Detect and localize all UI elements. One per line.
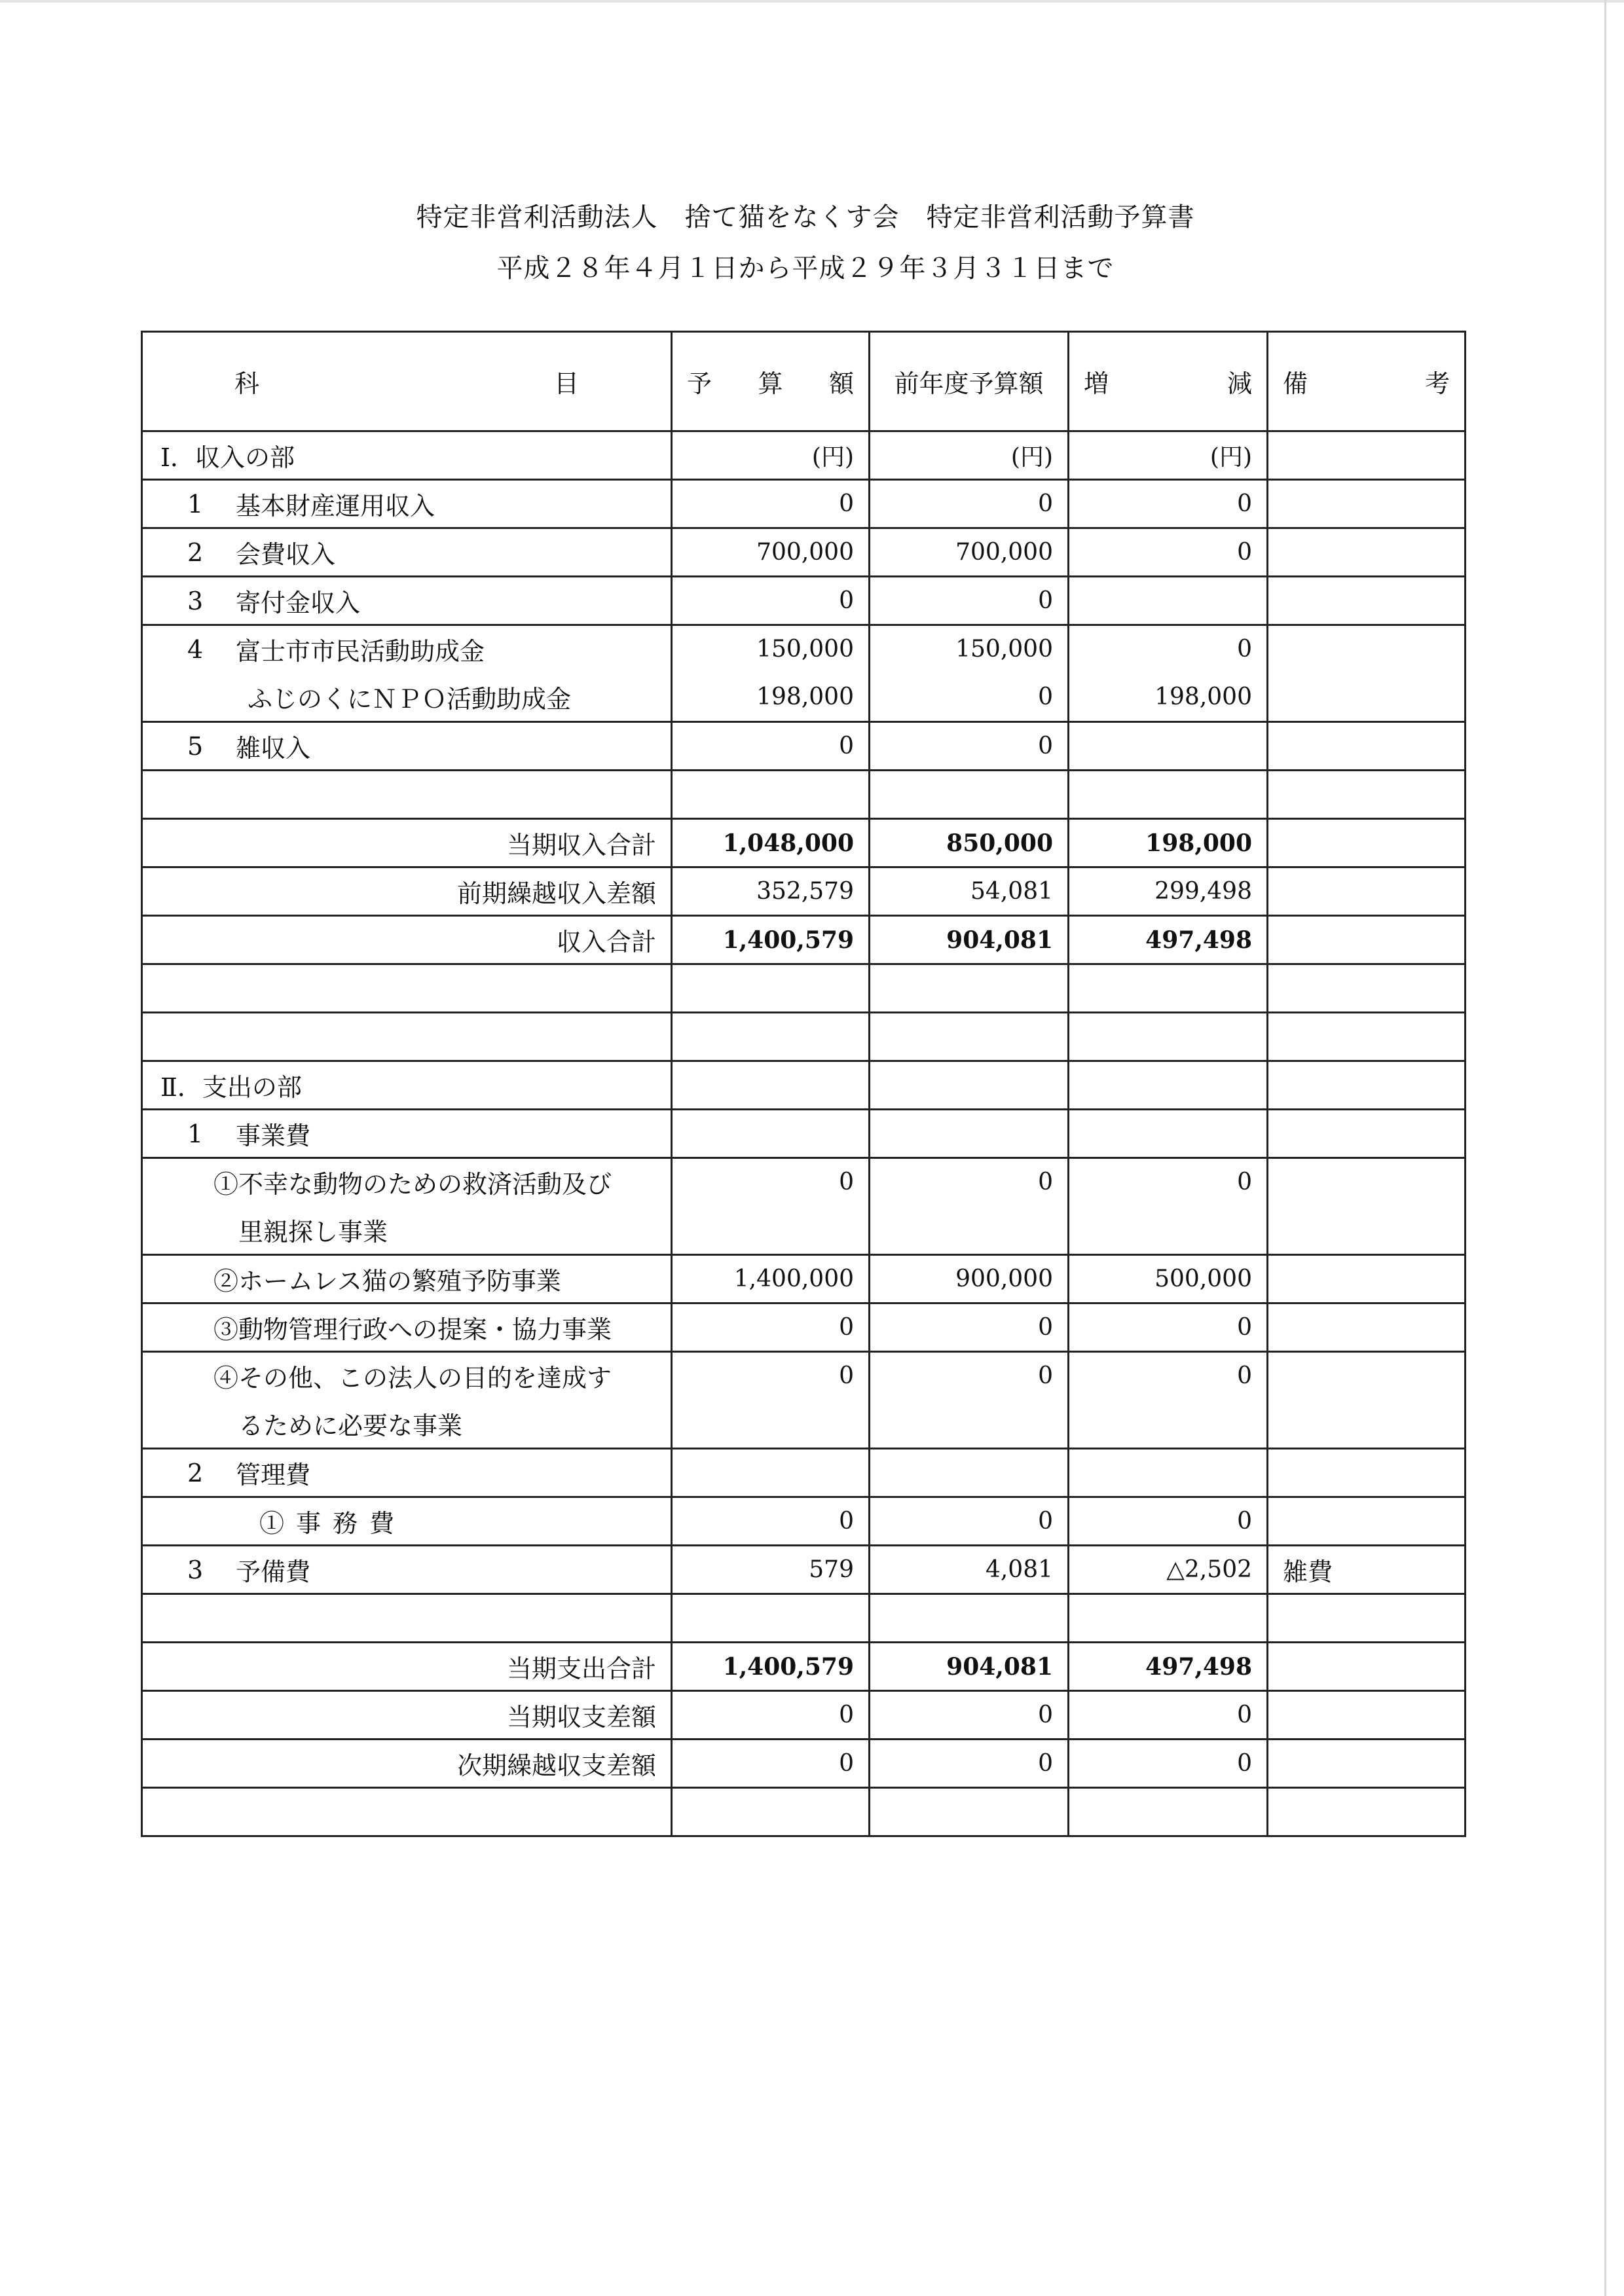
document-title: 特定非営利活動法人 捨て猫をなくす会 特定非営利活動予算書 [416,202,1195,232]
note-cell [1266,1254,1464,1302]
subject-label [143,1697,671,1733]
scan-right-edge [1604,0,1606,2296]
prev-amount: 0 [868,721,1067,769]
item-label: 前期繰越収入差額 [456,879,656,908]
table-row [141,430,1464,479]
diff-amount [1067,769,1266,818]
budget-amount: 150,000 [671,624,868,672]
note-cell [1266,1157,1464,1205]
subject-cell [141,1060,671,1108]
table-row [141,672,1464,721]
item-label: ③動物管理行政への提案・協力事業 [213,1315,612,1344]
budget-amount: 700,000 [671,527,868,575]
table-row [141,1205,1464,1254]
subject-label [143,1116,671,1152]
diff-amount: 500,000 [1067,1254,1266,1302]
item-label: 予備費 [236,1558,311,1586]
budget-amount: 0 [671,1302,868,1351]
blank-row [141,769,1464,818]
prev-amount: 0 [868,1496,1067,1544]
budget-amount: (円) [671,430,868,479]
note-cell [1266,963,1464,1011]
table-row [141,1108,1464,1157]
subject-cell [141,818,671,866]
header-text: 備 [1283,369,1308,398]
prev-amount [868,1108,1067,1157]
subject-cell [141,1448,671,1496]
header-budget [671,331,868,430]
subject-cell [141,430,671,479]
item-label: ①不幸な動物のための救済活動及び [213,1170,612,1199]
subject-cell [141,1738,671,1787]
budget-amount [671,1108,868,1157]
header-diff [1067,331,1266,430]
table-row [141,915,1464,963]
prev-amount: 150,000 [868,624,1067,672]
note-cell [1266,1593,1464,1641]
header-text: 科 [234,369,260,398]
item-number: 5 [187,731,204,761]
item-label: 収入合計 [556,928,656,957]
subject-label [143,1164,671,1200]
diff-amount [1067,1011,1266,1060]
budget-amount: 0 [671,1690,868,1738]
table-row [141,479,1464,527]
note-cell [1266,1205,1464,1254]
note-cell [1266,818,1464,866]
header-text: 減 [1227,369,1252,398]
item-label: ④その他、この法人の目的を達成す [213,1364,612,1393]
prev-amount [868,769,1067,818]
diff-amount: 198,000 [1067,672,1266,721]
note-cell [1266,1690,1464,1738]
diff-amount: 0 [1067,1690,1266,1738]
item-label: 当期収入合計 [506,831,656,860]
item-label: 会費収入 [236,540,336,569]
diff-amount: 0 [1067,1351,1266,1399]
prev-amount: 0 [868,575,1067,624]
diff-amount: 198,000 [1067,818,1266,866]
subject-cell [141,479,671,527]
subject-label [143,922,671,958]
note-cell [1266,1448,1464,1496]
item-label: 当期収支差額 [506,1703,656,1732]
budget-amount [671,1593,868,1641]
subject-cell [141,915,671,963]
note-cell [1266,672,1464,721]
subject-cell [141,1787,671,1835]
subject-cell [141,1302,671,1351]
subject-cell [141,624,671,672]
diff-amount: 0 [1067,1496,1266,1544]
subject-cell [141,1011,671,1060]
prev-amount: (円) [868,430,1067,479]
diff-amount: (円) [1067,430,1266,479]
budget-amount: 0 [671,1157,868,1205]
note-cell [1266,1787,1464,1835]
prev-amount: 850,000 [868,818,1067,866]
item-label: 事業費 [236,1121,311,1150]
item-label: ①事務費 [259,1509,407,1538]
diff-amount [1067,1787,1266,1835]
budget-amount [671,1399,868,1448]
prev-amount: 700,000 [868,527,1067,575]
prev-amount [868,1011,1067,1060]
subject-label [143,534,671,570]
budget-amount: 352,579 [671,866,868,915]
budget-amount [671,963,868,1011]
diff-amount: 0 [1067,479,1266,527]
blank-row [141,1787,1464,1835]
note-cell [1266,430,1464,479]
diff-amount: 497,498 [1067,1641,1266,1690]
subject-cell [141,1690,671,1738]
subject-cell [141,1205,671,1254]
diff-amount: 0 [1067,624,1266,672]
prev-amount: 0 [868,1351,1067,1399]
diff-amount: 497,498 [1067,915,1266,963]
table-row [141,575,1464,624]
table-row [141,527,1464,575]
prev-amount: 54,081 [868,866,1067,915]
table-row [141,1690,1464,1738]
subject-label [143,679,671,715]
header-text: 前年度予算額 [894,369,1044,398]
table-row [141,1254,1464,1302]
subject-cell [141,866,671,915]
note-cell: 雑費 [1266,1544,1464,1593]
budget-amount [671,1205,868,1254]
prev-amount: 0 [868,1302,1067,1351]
table-row [141,1351,1464,1399]
note-cell [1266,915,1464,963]
subject-cell [141,575,671,624]
item-number: 2 [187,1458,204,1487]
table-row [141,1448,1464,1496]
diff-amount [1067,963,1266,1011]
prev-amount [868,1205,1067,1254]
diff-amount [1067,1108,1266,1157]
subject-label [143,1358,671,1394]
subject-label [143,825,671,861]
note-cell [1266,1108,1464,1157]
budget-amount [671,1011,868,1060]
table-row [141,1738,1464,1787]
subject-label [143,486,671,522]
header-subject [141,331,671,430]
prev-amount: 900,000 [868,1254,1067,1302]
subject-label [143,1552,671,1588]
subject-cell [141,527,671,575]
subject-cell [141,1254,671,1302]
item-label: るために必要な事業 [238,1411,463,1440]
budget-amount [671,1787,868,1835]
prev-amount [868,1399,1067,1448]
table-row [141,721,1464,769]
item-label: 雑収入 [236,734,311,763]
budget-amount: 579 [671,1544,868,1593]
table-header-row [141,331,1464,430]
header-text: 額 [828,369,854,398]
budget-amount: 0 [671,479,868,527]
note-cell [1266,1060,1464,1108]
budget-amount: 0 [671,721,868,769]
item-label: ふじのくにＮＰＯ活動助成金 [248,684,572,714]
prev-amount: 0 [868,479,1067,527]
note-cell [1266,866,1464,915]
prev-amount: 904,081 [868,915,1067,963]
budget-table [141,331,1466,1837]
note-cell [1266,769,1464,818]
table-row [141,1060,1464,1108]
table-row [141,1157,1464,1205]
diff-amount [1067,1060,1266,1108]
item-number: 1 [187,489,204,519]
item-label: ②ホームレス猫の繁殖予防事業 [213,1267,561,1296]
subject-label [143,728,671,764]
subject-label [143,1067,671,1103]
note-cell [1266,575,1464,624]
item-number: 3 [187,586,204,615]
budget-amount: 1,400,000 [671,1254,868,1302]
prev-amount [868,963,1067,1011]
note-cell [1266,1641,1464,1690]
header-note [1266,331,1464,430]
note-cell [1266,721,1464,769]
item-label: Ⅰ．収入の部 [160,443,295,472]
budget-amount: 0 [671,1351,868,1399]
prev-amount: 0 [868,1690,1067,1738]
subject-label [143,1406,671,1442]
budget-amount [671,769,868,818]
subject-cell [141,1496,671,1544]
note-cell [1266,1351,1464,1399]
blank-row [141,963,1464,1011]
subject-label [143,873,671,909]
diff-amount [1067,1593,1266,1641]
note-cell [1266,527,1464,575]
subject-label [143,1309,671,1345]
item-number: 2 [187,538,204,567]
item-label: Ⅱ．支出の部 [160,1073,302,1102]
blank-row [141,1011,1464,1060]
budget-amount [671,1060,868,1108]
document-period: 平成２８年４月１日から平成２９年３月３１日まで [496,253,1115,283]
subject-label [143,1745,671,1781]
subject-cell [141,672,671,721]
table-row [141,1641,1464,1690]
table-row [141,1302,1464,1351]
table-row [141,866,1464,915]
subject-label [143,1261,671,1297]
subject-label [143,437,671,473]
prev-amount: 904,081 [868,1641,1067,1690]
subject-cell [141,1593,671,1641]
table-row [141,1399,1464,1448]
diff-amount [1067,721,1266,769]
item-label: 富士市市民活動助成金 [236,637,485,666]
note-cell [1266,1399,1464,1448]
table-row [141,1496,1464,1544]
subject-label [143,1503,671,1539]
table-row [141,1544,1464,1593]
scan-top-edge [0,0,1624,3]
table-row [141,624,1464,672]
subject-label [143,583,671,619]
budget-amount: 1,048,000 [671,818,868,866]
prev-amount: 0 [868,672,1067,721]
diff-amount: 0 [1067,527,1266,575]
blank-row [141,1593,1464,1641]
item-label: 当期支出合計 [506,1654,656,1683]
subject-cell [141,721,671,769]
item-number: 4 [187,634,204,664]
note-cell [1266,624,1464,672]
subject-label [143,1649,671,1685]
prev-amount [868,1593,1067,1641]
diff-amount [1067,575,1266,624]
subject-cell [141,1641,671,1690]
note-cell [1266,479,1464,527]
prev-amount: 0 [868,1738,1067,1787]
budget-amount: 1,400,579 [671,1641,868,1690]
budget-amount: 0 [671,575,868,624]
item-number: 1 [187,1119,204,1148]
diff-amount: 0 [1067,1157,1266,1205]
header-prev-budget [868,331,1067,430]
prev-amount: 4,081 [868,1544,1067,1593]
budget-amount: 0 [671,1496,868,1544]
item-label: 里親探し事業 [238,1217,388,1247]
prev-amount [868,1448,1067,1496]
subject-cell [141,1108,671,1157]
budget-amount: 0 [671,1738,868,1787]
header-text: 考 [1424,369,1450,398]
diff-amount: 299,498 [1067,866,1266,915]
header-text: 増 [1084,369,1109,398]
diff-amount [1067,1448,1266,1496]
header-text: 算 [758,369,783,398]
header-text: 予 [687,369,712,398]
budget-amount: 1,400,579 [671,915,868,963]
subject-cell [141,1399,671,1448]
diff-amount: 0 [1067,1738,1266,1787]
prev-amount [868,1787,1067,1835]
note-cell [1266,1302,1464,1351]
header-text: 目 [553,369,579,398]
subject-cell [141,963,671,1011]
item-label: 寄付金収入 [236,589,361,617]
diff-amount [1067,1399,1266,1448]
subject-label [143,1455,671,1491]
note-cell [1266,1011,1464,1060]
subject-cell [141,1157,671,1205]
subject-cell [141,1351,671,1399]
subject-cell [141,1544,671,1593]
note-cell [1266,1738,1464,1787]
prev-amount [868,1060,1067,1108]
item-label: 管理費 [236,1461,311,1489]
note-cell [1266,1496,1464,1544]
subject-label [143,1212,671,1248]
budget-amount [671,1448,868,1496]
subject-cell [141,769,671,818]
item-number: 3 [187,1555,204,1584]
diff-amount [1067,1205,1266,1254]
item-label: 基本財産運用収入 [236,492,435,520]
item-label: 次期繰越収支差額 [456,1751,656,1780]
prev-amount: 0 [868,1157,1067,1205]
diff-amount: △2,502 [1067,1544,1266,1593]
table-row [141,818,1464,866]
budget-amount: 198,000 [671,672,868,721]
subject-label [143,631,671,667]
diff-amount: 0 [1067,1302,1266,1351]
